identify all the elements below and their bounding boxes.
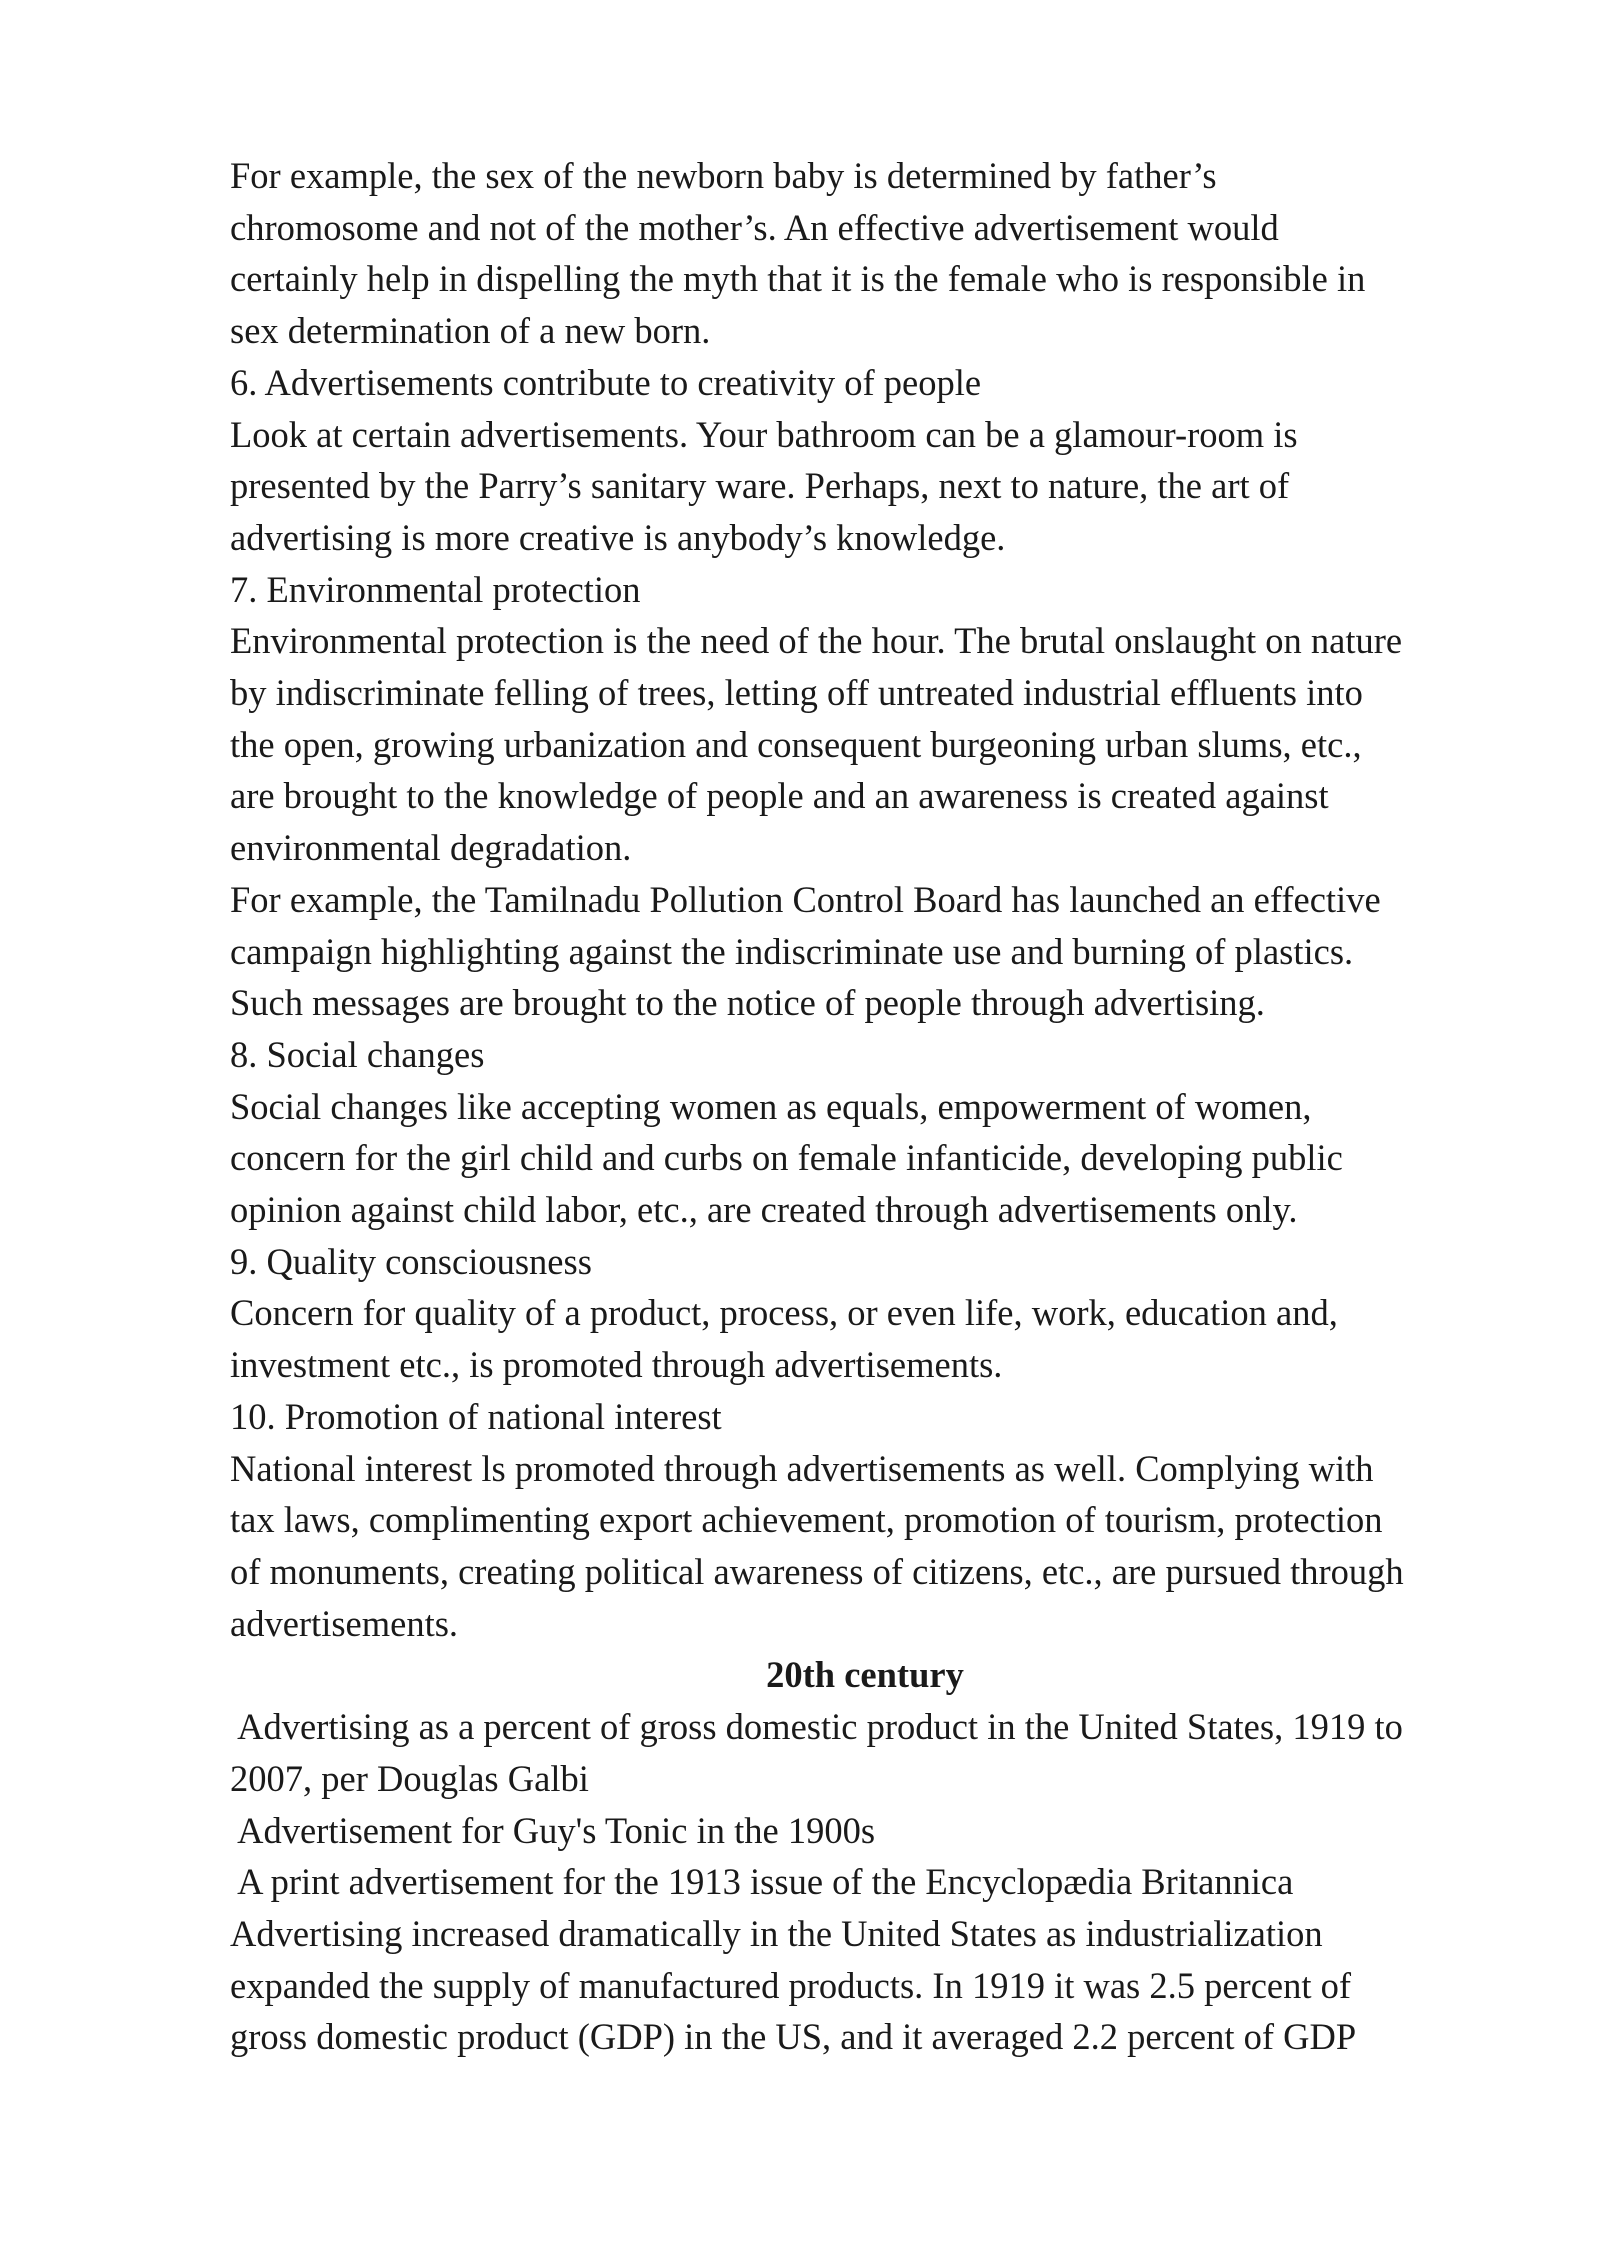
text-line: advertising is more creative is anybody’s knowledge.: [230, 516, 1006, 558]
section-heading: 7. Environmental protection: [230, 568, 641, 610]
section-heading: 8. Social changes: [230, 1033, 485, 1075]
section-heading: 9. Quality consciousness: [230, 1240, 592, 1282]
text-line: concern for the girl child and curbs on female infanticide, developing public: [230, 1137, 1343, 1179]
caption-line: 2007, per Douglas Galbi: [230, 1757, 589, 1799]
text-line: sex determination of a new born.: [230, 310, 711, 352]
caption-line: A print advertisement for the 1913 issue of the Encyclopædia Britannica: [230, 1861, 1294, 1903]
text-line: presented by the Parry’s sanitary ware. Perhaps, next to nature, the art of: [230, 465, 1290, 507]
text-line: the open, growing urbanization and consequent burgeoning urban slums, etc.,: [230, 723, 1362, 765]
caption-line: Advertisement for Guy's Tonic in the 1900s: [230, 1809, 876, 1851]
text-line: environmental degradation.: [230, 827, 632, 869]
text-line: tax laws, complimenting export achievement, promotion of tourism, protection: [230, 1499, 1383, 1541]
text-line: For example, the sex of the newborn baby is determined by father’s: [230, 155, 1217, 196]
text-line: For example, the Tamilnadu Pollution Control Board has launched an effective: [230, 878, 1381, 920]
text-line: Social changes like accepting women as equals, empowerment of women,: [230, 1085, 1312, 1127]
text-line: Look at certain advertisements. Your bathroom can be a glamour-room is: [230, 413, 1298, 455]
text-line: of monuments, creating political awareness of citizens, etc., are pursued through: [230, 1550, 1404, 1592]
document-page: [230, 150, 1500, 2063]
text-line: Such messages are brought to the notice of people through advertising.: [230, 982, 1265, 1024]
text-line: opinion against child labor, etc., are created through advertisements only.: [230, 1189, 1298, 1231]
text-line: are brought to the knowledge of people and an awareness is created against: [230, 775, 1329, 817]
text-line: investment etc., is promoted through advertisements.: [230, 1344, 1003, 1386]
section-heading: 10. Promotion of national interest: [230, 1395, 722, 1437]
text-line: Concern for quality of a product, process, or even life, work, education and,: [230, 1292, 1338, 1334]
section-title: 20th century: [766, 1654, 964, 1696]
text-line: certainly help in dispelling the myth that it is the female who is responsible in: [230, 258, 1366, 300]
text-line: expanded the supply of manufactured products. In 1919 it was 2.5 percent of: [230, 1964, 1352, 2006]
text-line: campaign highlighting against the indiscriminate use and burning of plastics.: [230, 930, 1354, 972]
section-heading: 6. Advertisements contribute to creativity of people: [230, 361, 982, 403]
text-line: Environmental protection is the need of the hour. The brutal onslaught on nature: [230, 620, 1403, 662]
text-line: chromosome and not of the mother’s. An effective advertisement would: [230, 206, 1279, 248]
text-line: National interest ls promoted through advertisements as well. Complying with: [230, 1447, 1374, 1489]
text-line: advertisements.: [230, 1602, 459, 1644]
text-line: gross domestic product (GDP) in the US, and it averaged 2.2 percent of GDP: [230, 2016, 1357, 2058]
caption-line: Advertising as a percent of gross domestic product in the United States, 1919 to: [230, 1706, 1403, 1748]
text-line: Advertising increased dramatically in the United States as industrialization: [230, 1912, 1323, 1954]
text-line: by indiscriminate felling of trees, letting off untreated industrial effluents into: [230, 672, 1363, 714]
